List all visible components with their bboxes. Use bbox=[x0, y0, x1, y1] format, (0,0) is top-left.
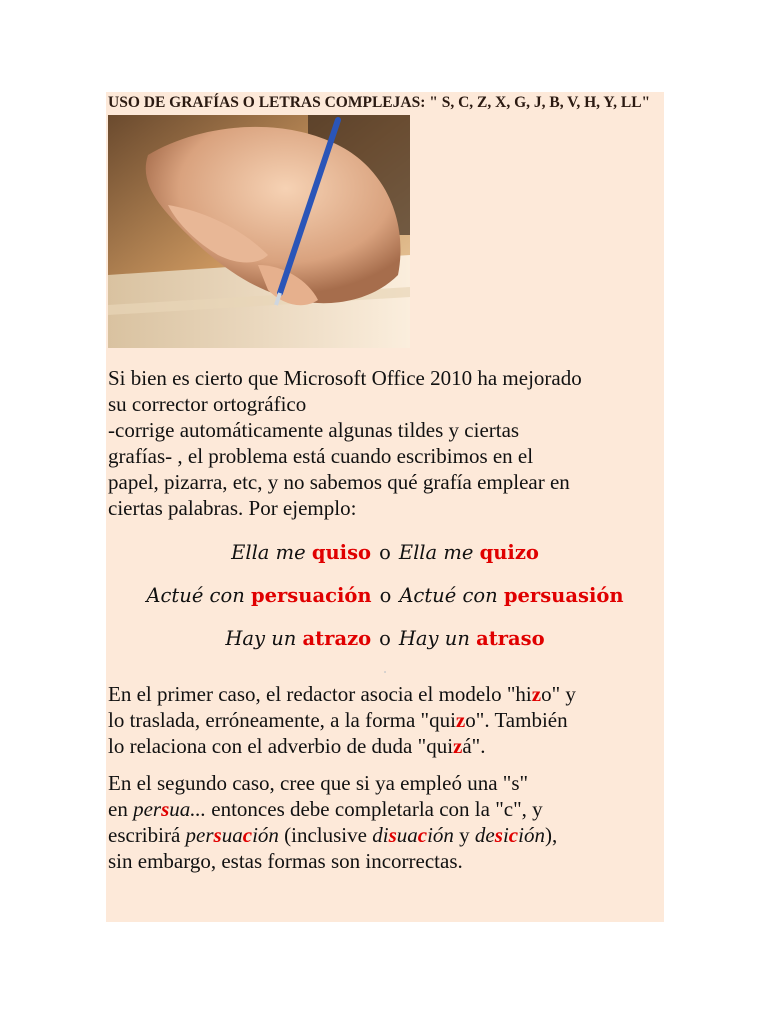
example-word: quizo bbox=[479, 541, 539, 564]
highlight-letter: s bbox=[388, 823, 397, 847]
text-run: á". bbox=[462, 734, 486, 758]
document-page bbox=[106, 92, 664, 922]
italic-run: ión bbox=[252, 823, 279, 847]
example-text: Actué con bbox=[146, 584, 251, 607]
document-title: USO DE GRAFÍAS O LETRAS COMPLEJAS: " S, C, Z, X, G, J, B, V, H, Y, LL" bbox=[108, 94, 651, 111]
example-text: Ella me bbox=[231, 541, 312, 564]
example-text: Hay un bbox=[225, 627, 303, 650]
example-text: Actué con bbox=[399, 584, 504, 607]
intro-line: grafías- , el problema está cuando escribimos en el bbox=[108, 444, 534, 468]
hand-writing-with-pen-icon bbox=[108, 115, 410, 348]
highlight-letter: z bbox=[455, 708, 466, 732]
text-run: lo traslada, erróneamente, a la forma "qui bbox=[108, 708, 456, 732]
intro-paragraph bbox=[108, 365, 662, 521]
highlight-letter: c bbox=[417, 823, 428, 847]
highlight-letter: s bbox=[213, 823, 222, 847]
example-word: persuasión bbox=[503, 584, 624, 607]
second-case-paragraph bbox=[108, 770, 662, 874]
text-run: En el segundo caso, cree que si ya empleó una "s" bbox=[108, 771, 529, 795]
example-row bbox=[108, 580, 662, 623]
italic-run: per bbox=[185, 823, 214, 847]
intro-line: Si bien es cierto que Microsoft Office 2010 ha mejorado bbox=[108, 366, 582, 390]
text-run: o" y bbox=[541, 682, 576, 706]
text-run: o". También bbox=[465, 708, 568, 732]
text-run: sin embargo, estas formas son incorrectas. bbox=[108, 849, 463, 873]
example-word: persuación bbox=[250, 584, 372, 607]
text-run: en bbox=[108, 797, 134, 821]
text-run: y bbox=[453, 823, 475, 847]
italic-run: ua bbox=[221, 823, 243, 847]
example-separator: o bbox=[379, 627, 391, 650]
example-text: Ella me bbox=[398, 541, 480, 564]
intro-line: papel, pizarra, etc, y no sabemos qué grafía emplear en bbox=[108, 470, 570, 494]
intro-line: ciertas palabras. Por ejemplo: bbox=[108, 496, 357, 520]
text-run: escribirá bbox=[108, 823, 186, 847]
text-run: (inclusive bbox=[278, 823, 373, 847]
italic-run: i bbox=[502, 823, 509, 847]
text-run: lo relaciona con el adverbio de duda "qui bbox=[108, 734, 454, 758]
example-text: Hay un bbox=[398, 627, 477, 650]
examples-block bbox=[108, 537, 662, 666]
divider-dot: • bbox=[383, 668, 387, 677]
first-case-paragraph bbox=[108, 681, 662, 759]
example-word: quiso bbox=[311, 541, 372, 564]
example-row bbox=[108, 623, 662, 666]
text-run: ), bbox=[544, 823, 558, 847]
highlight-letter: c bbox=[508, 823, 519, 847]
italic-run: ión bbox=[427, 823, 454, 847]
intro-line: -corrige automáticamente algunas tildes y ciertas bbox=[108, 418, 520, 442]
italic-run: ua bbox=[396, 823, 418, 847]
intro-line: su corrector ortográfico bbox=[108, 392, 307, 416]
italic-run: ión bbox=[518, 823, 545, 847]
example-row bbox=[108, 537, 662, 580]
italic-run: di bbox=[372, 823, 389, 847]
example-separator: o bbox=[379, 584, 392, 607]
highlight-letter: s bbox=[161, 797, 170, 821]
text-run: En el primer caso, el redactor asocia el modelo "hi bbox=[108, 682, 532, 706]
highlight-letter: z bbox=[453, 734, 463, 758]
highlight-letter: c bbox=[242, 823, 253, 847]
example-word: atraso bbox=[476, 627, 545, 650]
italic-run: de bbox=[474, 823, 495, 847]
example-separator: o bbox=[379, 541, 391, 564]
italic-run: ua... bbox=[169, 797, 207, 821]
italic-run: per bbox=[133, 797, 162, 821]
highlight-letter: z bbox=[531, 682, 542, 706]
highlight-letter: s bbox=[494, 823, 503, 847]
example-word: atrazo bbox=[302, 627, 372, 650]
text-run: entonces debe completarla con la "c", y bbox=[206, 797, 543, 821]
